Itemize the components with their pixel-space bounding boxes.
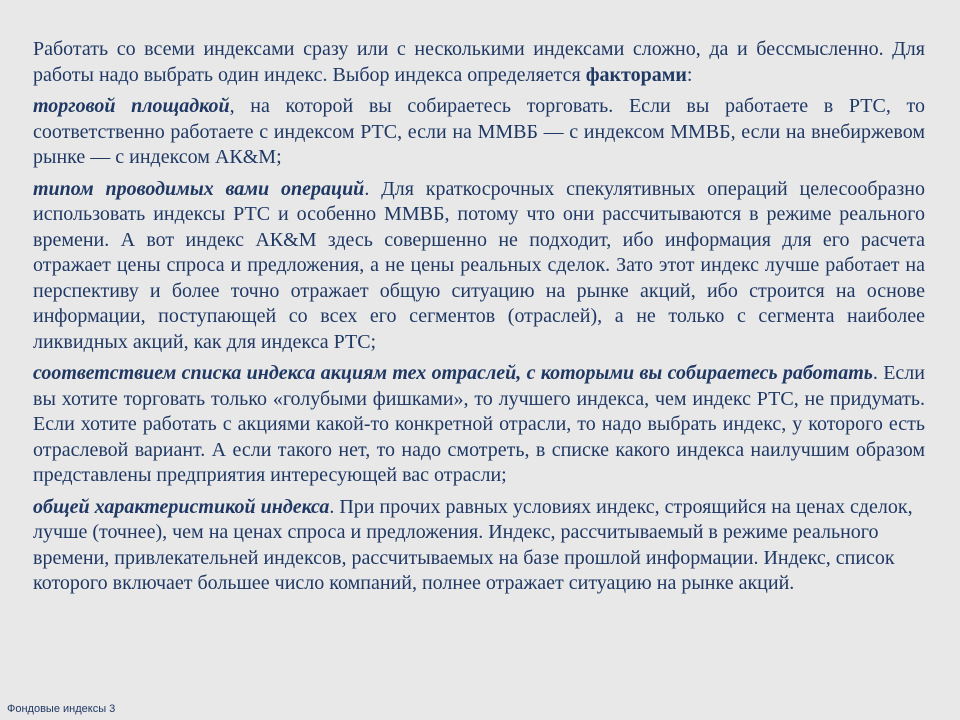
- factor-paragraph-trading-venue: [33, 94, 925, 171]
- slide-footer: Фондовые индексы 3: [7, 703, 116, 715]
- factor-text: . Если вы хотите торговать только «голубыми фишками», то лучшего индекса, чем индекс РТС, не придумать. Если хотите работать с акциями какой-то конкретной отрасли, то надо выбрать индекс, у которого есть отраслевой вариант. А если такого нет, то надо смотреть, в списке какого индекса наилучшим образом представлены предприятия интересующей вас отрасли;: [33, 362, 925, 486]
- intro-emphasis: факторами: [585, 63, 687, 86]
- factor-paragraph-operation-type: [33, 177, 925, 356]
- intro-text: Работать со всеми индексами сразу или с несколькими индексами сложно, да и бессмысленно. Для работы надо выбрать один индекс. Выбор индекса определяется: [33, 38, 925, 86]
- factor-text: . При прочих равных условиях индекс, строящийся на ценах сделок, лучше (точнее), чем на ценах спроса и предложения. Индекс, рассчитываемый в режиме реального времени, привлекательней индексов, рассчитываемых на базе прошлой информации. Индекс, список которого включает большее число компаний, полнее отражает ситуацию на рынке акций.: [33, 495, 913, 594]
- factor-paragraph-sector-match: [33, 361, 925, 489]
- factor-text: . Для краткосрочных спекулятивных операций целесообразно использовать индексы РТС и особенно ММВБ, потому что они рассчитываются в режиме реального времени. А вот индекс АК&М здесь совершенно не подходит, ибо информация для его расчета отражает цены спроса и предложения, а не цены реальных сделок. Зато этот индекс лучше работает на перспективу и более точно отражает общую ситуацию на рынке акций, ибо строится на основе информации, поступающей со всех его сегментов (отраслей), а не только с сегмента наиболее ликвидных акций, как для индекса РТС;: [33, 177, 925, 353]
- factor-term: типом проводимых вами операций: [33, 177, 365, 200]
- factor-term: общей характеристикой индекса: [33, 495, 330, 518]
- factor-paragraph-general-characteristic: [33, 495, 925, 597]
- slide-body: [33, 37, 925, 603]
- intro-paragraph: [33, 37, 925, 88]
- factor-text: , на которой вы собираетесь торговать. Если вы работаете в РТС, то соответственно работаете с индексом РТС, если на ММВБ — с индексом ММВБ, если на внебиржевом рынке — с индексом АК&М;: [33, 95, 926, 168]
- factor-term: соответствием списка индекса акциям тех отраслей, с которыми вы собираетесь работать: [33, 362, 873, 384]
- intro-end: :: [686, 63, 693, 86]
- factor-term: торговой площадкой: [33, 95, 230, 117]
